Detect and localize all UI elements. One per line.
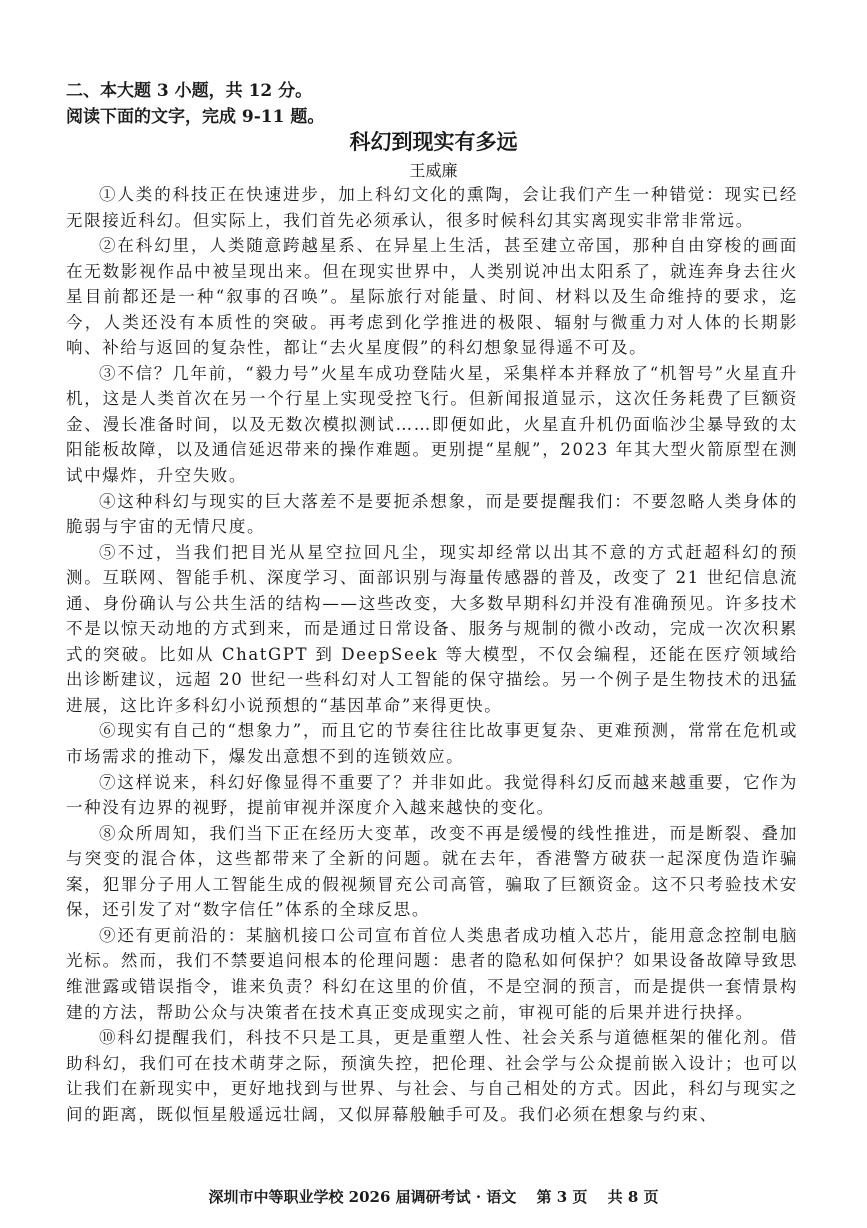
paragraph-9: ⑨还有更前沿的：某脑机接口公司宣布首位人类患者成功植入芯片，能用意念控制电脑光标。然而，我们不禁要追问根本的伦理问题：患者的隐私如何保护？如果设备故障导致思维泄露或错误指令，谁来负责？科幻在这里的价值，不是空洞的预言，而是提供一套情景构建的方法，帮助公众与决策者在技术真正变成现实之前，审视可能的后果并进行抉择。 <box>66 925 798 1022</box>
paragraph-3: ③不信？几年前，“毅力号”火星车成功登陆火星，采集样本并释放了“机智号”火星直升机，这是人类首次在另一个行星上实现受控飞行。但新闻报道显示，这次任务耗费了巨额资金、漫长准备时间，以及无数次模拟测试……即便如此，火星直升机仍面临沙尘暴导致的太阳能板故障，以及通信延迟带来的操作难题。更别提“星舰”，2023 年其大型火箭原型在测试中爆炸，升空失败。 <box>66 363 798 486</box>
paragraph-4: ④这种科幻与现实的巨大落差不是要扼杀想象，而是要提醒我们：不要忽略人类身体的脆弱与宇宙的无情尺度。 <box>66 491 798 537</box>
paragraph-10: ⑩科幻提醒我们，科技不只是工具，更是重塑人性、社会关系与道德框架的催化剂。借助科幻，我们可在技术萌芽之际，预演失控，把伦理、社会学与公众提前嵌入设计；也可以让我们在新现实中，更好地找到与世界、与社会、与自己相处的方式。因此，科幻与现实之间的距离，既似恒星般遥远壮阔，又似屏幕般触手可及。我们必须在想象与约束、 <box>66 1028 798 1124</box>
page-footer: 深圳市中等职业学校 2026 届调研考试 · 语文 第 3 页 共 8 页 <box>208 1188 659 1206</box>
paragraph-7: ⑦这样说来，科幻好像显得不重要了？并非如此。我觉得科幻反而越来越重要，它作为一种没有边界的视野，提前审视并深度介入越来越快的变化。 <box>66 772 798 818</box>
article-author: 王威廉 <box>409 161 458 180</box>
paragraph-8: ⑧众所周知，我们当下正在经历大变革，改变不再是缓慢的线性推进，而是断裂、叠加与突变的混合体，这些都带来了全新的问题。就在去年，香港警方破获一起深度伪造诈骗案，犯罪分子用人工智能生成的假视频冒充公司高管，骗取了巨额资金。这不只考验技术安保，还引发了对“数字信任”体系的全球反思。 <box>66 823 798 920</box>
paragraph-1: ①人类的科技正在快速进步，加上科幻文化的熏陶，会让我们产生一种错觉：现实已经无限接近科幻。但实际上，我们首先必须承认，很多时候科幻其实离现实非常非常远。 <box>66 185 798 230</box>
section-header: 二、本大题 3 小题，共 12 分。 <box>66 81 313 101</box>
paragraph-6: ⑥现实有自己的“想象力”，而且它的节奏往往比故事更复杂、更难预测，常常在危机或市场需求的推动下，爆发出意想不到的连锁效应。 <box>66 721 798 767</box>
article-title: 科幻到现实有多远 <box>349 129 518 154</box>
paragraph-5: ⑤不过，当我们把目光从星空拉回凡尘，现实却经常以出其不意的方式赶超科幻的预测。互联网、智能手机、深度学习、面部识别与海量传感器的普及，改变了 21 世纪信息流通、身份确认与公共生活的结构——这些改变，大多数早期科幻并没有准确预见。许多技术不是以惊天动地的方式到来，而是通过日常设备、服务与规制的微小改动，完成一次次积累式的突破。比如从 ChatGPT 到 DeepSeek 等大模型，不仅会编程，还能在医疗领域给出诊断建议，远超 20 世纪一些科幻对人工智能的保守描绘。另一个例子是生物技术的迅猛进展，这比许多科幻小说预想的“基因革命”来得更快。 <box>66 542 798 715</box>
article-body <box>66 182 798 1127</box>
paragraph-2: ②在科幻里，人类随意跨越星系、在异星上生活，甚至建立帝国，那种自由穿梭的画面在无数影视作品中被呈现出来。但在现实世界中，人类别说冲出太阳系了，就连奔身去往火星目前都还是一种“叙事的召唤”。星际旅行对能量、时间、材料以及生命维持的要求，迄今，人类还没有本质性的突破。再考虑到化学推进的极限、辐射与微重力对人体的长期影响、补给与返回的复杂性，都让“去火星度假”的科幻想象显得遥不可及。 <box>66 236 798 358</box>
reading-instruction: 阅读下面的文字，完成 9-11 题。 <box>66 107 325 127</box>
